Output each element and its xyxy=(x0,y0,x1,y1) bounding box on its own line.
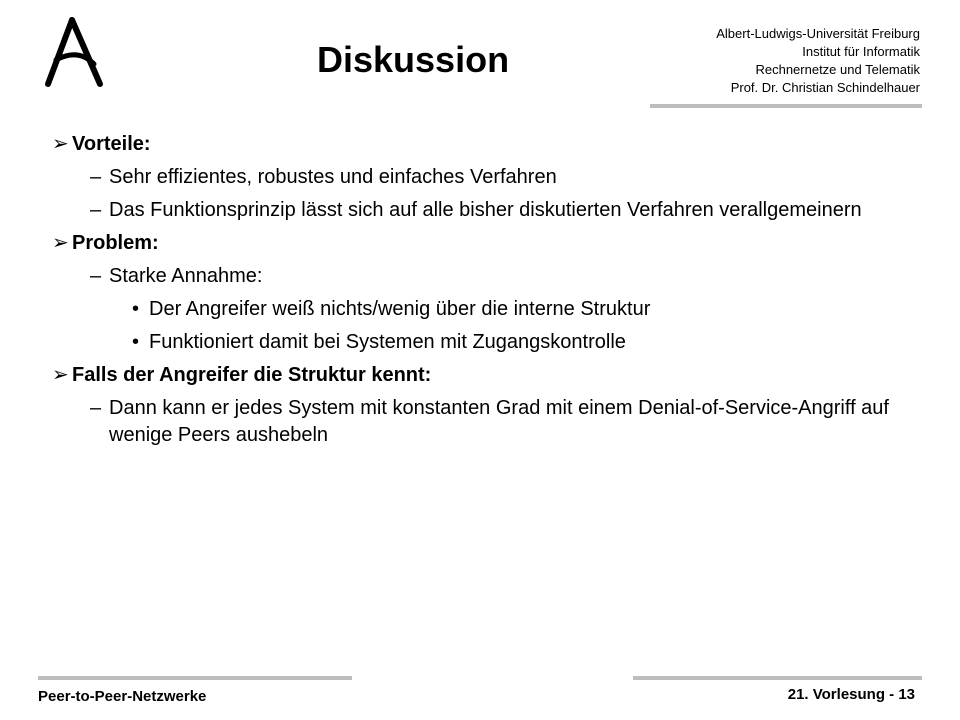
dash-bullet-icon: – xyxy=(90,166,102,188)
list-item-text: Das Funktionsprinzip lässt sich auf alle bisher diskutierten Verfahren verallgemeinern xyxy=(109,199,862,221)
section-heading-text: Vorteile: xyxy=(72,133,151,155)
institution-line: Rechnernetze und Telematik xyxy=(755,62,920,77)
sub-list-item xyxy=(52,296,912,323)
dash-bullet-icon: – xyxy=(90,397,102,419)
institution-line: Institut für Informatik xyxy=(802,44,920,59)
sub-list-item-text: Der Angreifer weiß nichts/wenig über die interne Struktur xyxy=(149,298,651,320)
sub-list-item xyxy=(52,329,912,356)
section-heading xyxy=(52,131,912,158)
arrow-bullet-icon: ➢ xyxy=(52,133,69,155)
dot-bullet-icon: • xyxy=(132,331,140,353)
arrow-bullet-icon: ➢ xyxy=(52,232,69,254)
course-title: Peer-to-Peer-Netzwerke xyxy=(38,688,207,705)
list-item-text: Sehr effizientes, robustes und einfaches Verfahren xyxy=(109,166,557,188)
list-item-text: Dann kann er jedes System mit konstanten Grad mit einem Denial-of-Service-Angriff auf wenige Peers aushebeln xyxy=(109,397,889,446)
page-title: Diskussion xyxy=(317,39,510,80)
institution-line: Prof. Dr. Christian Schindelhauer xyxy=(730,80,920,95)
list-item xyxy=(52,263,912,290)
sub-list-item-text: Funktioniert damit bei Systemen mit Zugangskontrolle xyxy=(149,331,626,353)
section-heading-text: Problem: xyxy=(72,232,159,254)
footer-divider-left xyxy=(38,676,352,680)
dot-bullet-icon: • xyxy=(132,298,140,320)
dash-bullet-icon: – xyxy=(90,265,102,287)
list-item xyxy=(52,197,912,224)
list-item xyxy=(52,395,912,449)
section-heading xyxy=(52,230,912,257)
lecture-page-number: 21. Vorlesung - 13 xyxy=(787,686,915,703)
header-divider xyxy=(650,104,922,108)
slide-content xyxy=(52,131,912,449)
university-a-logo-icon xyxy=(38,14,118,94)
list-item-text: Starke Annahme: xyxy=(109,265,263,287)
list-item xyxy=(52,164,912,191)
section-heading-text: Falls der Angreifer die Struktur kennt: xyxy=(72,364,432,386)
institution-block xyxy=(716,25,920,97)
section-heading xyxy=(52,362,912,389)
dash-bullet-icon: – xyxy=(90,199,102,221)
arrow-bullet-icon: ➢ xyxy=(52,364,69,386)
footer-divider-right xyxy=(633,676,922,680)
institution-line: Albert-Ludwigs-Universität Freiburg xyxy=(716,26,920,41)
